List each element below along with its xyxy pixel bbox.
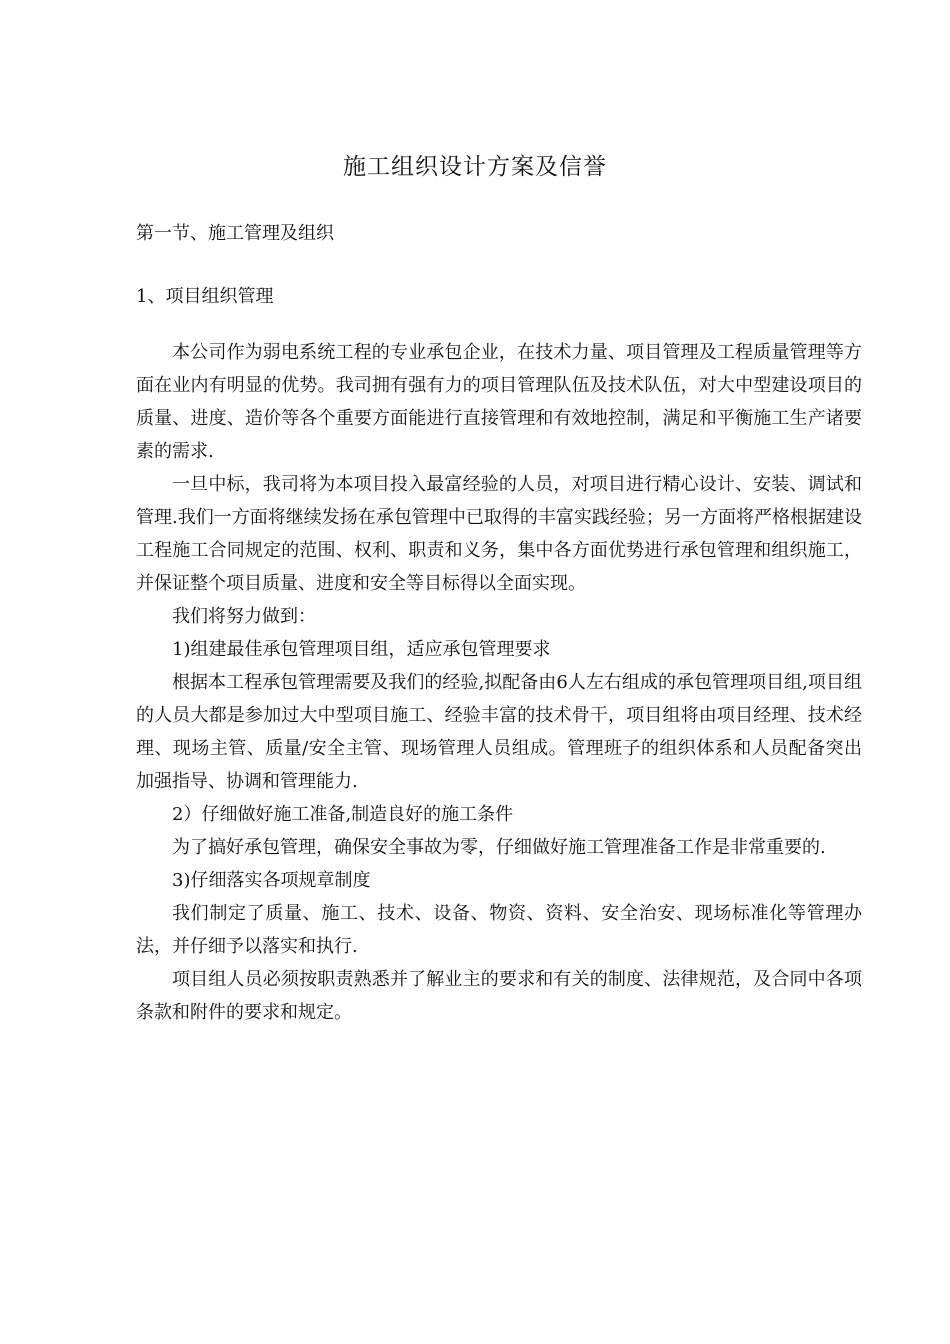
section-heading: 第一节、施工管理及组织: [136, 223, 334, 244]
paragraph: 2）仔细做好施工准备,制造良好的施工条件: [172, 804, 514, 825]
paragraph: 根据本工程承包管理需要及我们的经验,拟配备由6人左右组成的承包管理项目组,项目组的人员大都是参加过大中型项目施工、经验丰富的技术骨干，项目组将由项目经理、技术经理、现场主管、质量/安全主管、现场管理人员组成。管理班子的组织体系和人员配备突出加强指导、协调和管理能力.: [136, 672, 862, 792]
paragraph: 我们制定了质量、施工、技术、设备、物资、资料、安全治安、现场标准化等管理办法，并仔细予以落实和执行.: [136, 903, 862, 957]
paragraph: 为了搞好承包管理，确保安全事故为零，仔细做好施工管理准备工作是非常重要的.: [172, 837, 826, 858]
document-title: 施工组织设计方案及信誉: [343, 154, 607, 180]
body-text: [136, 336, 862, 1029]
paragraph: 本公司作为弱电系统工程的专业承包企业，在技术力量、项目管理及工程质量管理等方面在业内有明显的优势。我司拥有强有力的项目管理队伍及技术队伍，对大中型建设项目的质量、进度、造价等各个重要方面能进行直接管理和有效地控制，满足和平衡施工生产诸要素的需求.: [136, 342, 862, 462]
paragraph: 1)组建最佳承包管理项目组，适应承包管理要求: [172, 639, 551, 660]
paragraph: 我们将努力做到：: [172, 606, 316, 627]
paragraph: 3)仔细落实各项规章制度: [172, 870, 371, 891]
paragraph: 一旦中标，我司将为本项目投入最富经验的人员，对项目进行精心设计、安装、调试和管理.我们一方面将继续发扬在承包管理中已取得的丰富实践经验；另一方面将严格根据建设工程施工合同规定的范围、权利、职责和义务，集中各方面优势进行承包管理和组织施工，并保证整个项目质量、进度和安全等目标得以全面实现。: [136, 474, 862, 594]
paragraph: 项目组人员必须按职责熟悉并了解业主的要求和有关的制度、法律规范，及合同中各项条款和附件的要求和规定。: [136, 969, 862, 1023]
sub-heading: 1、项目组织管理: [136, 286, 274, 307]
